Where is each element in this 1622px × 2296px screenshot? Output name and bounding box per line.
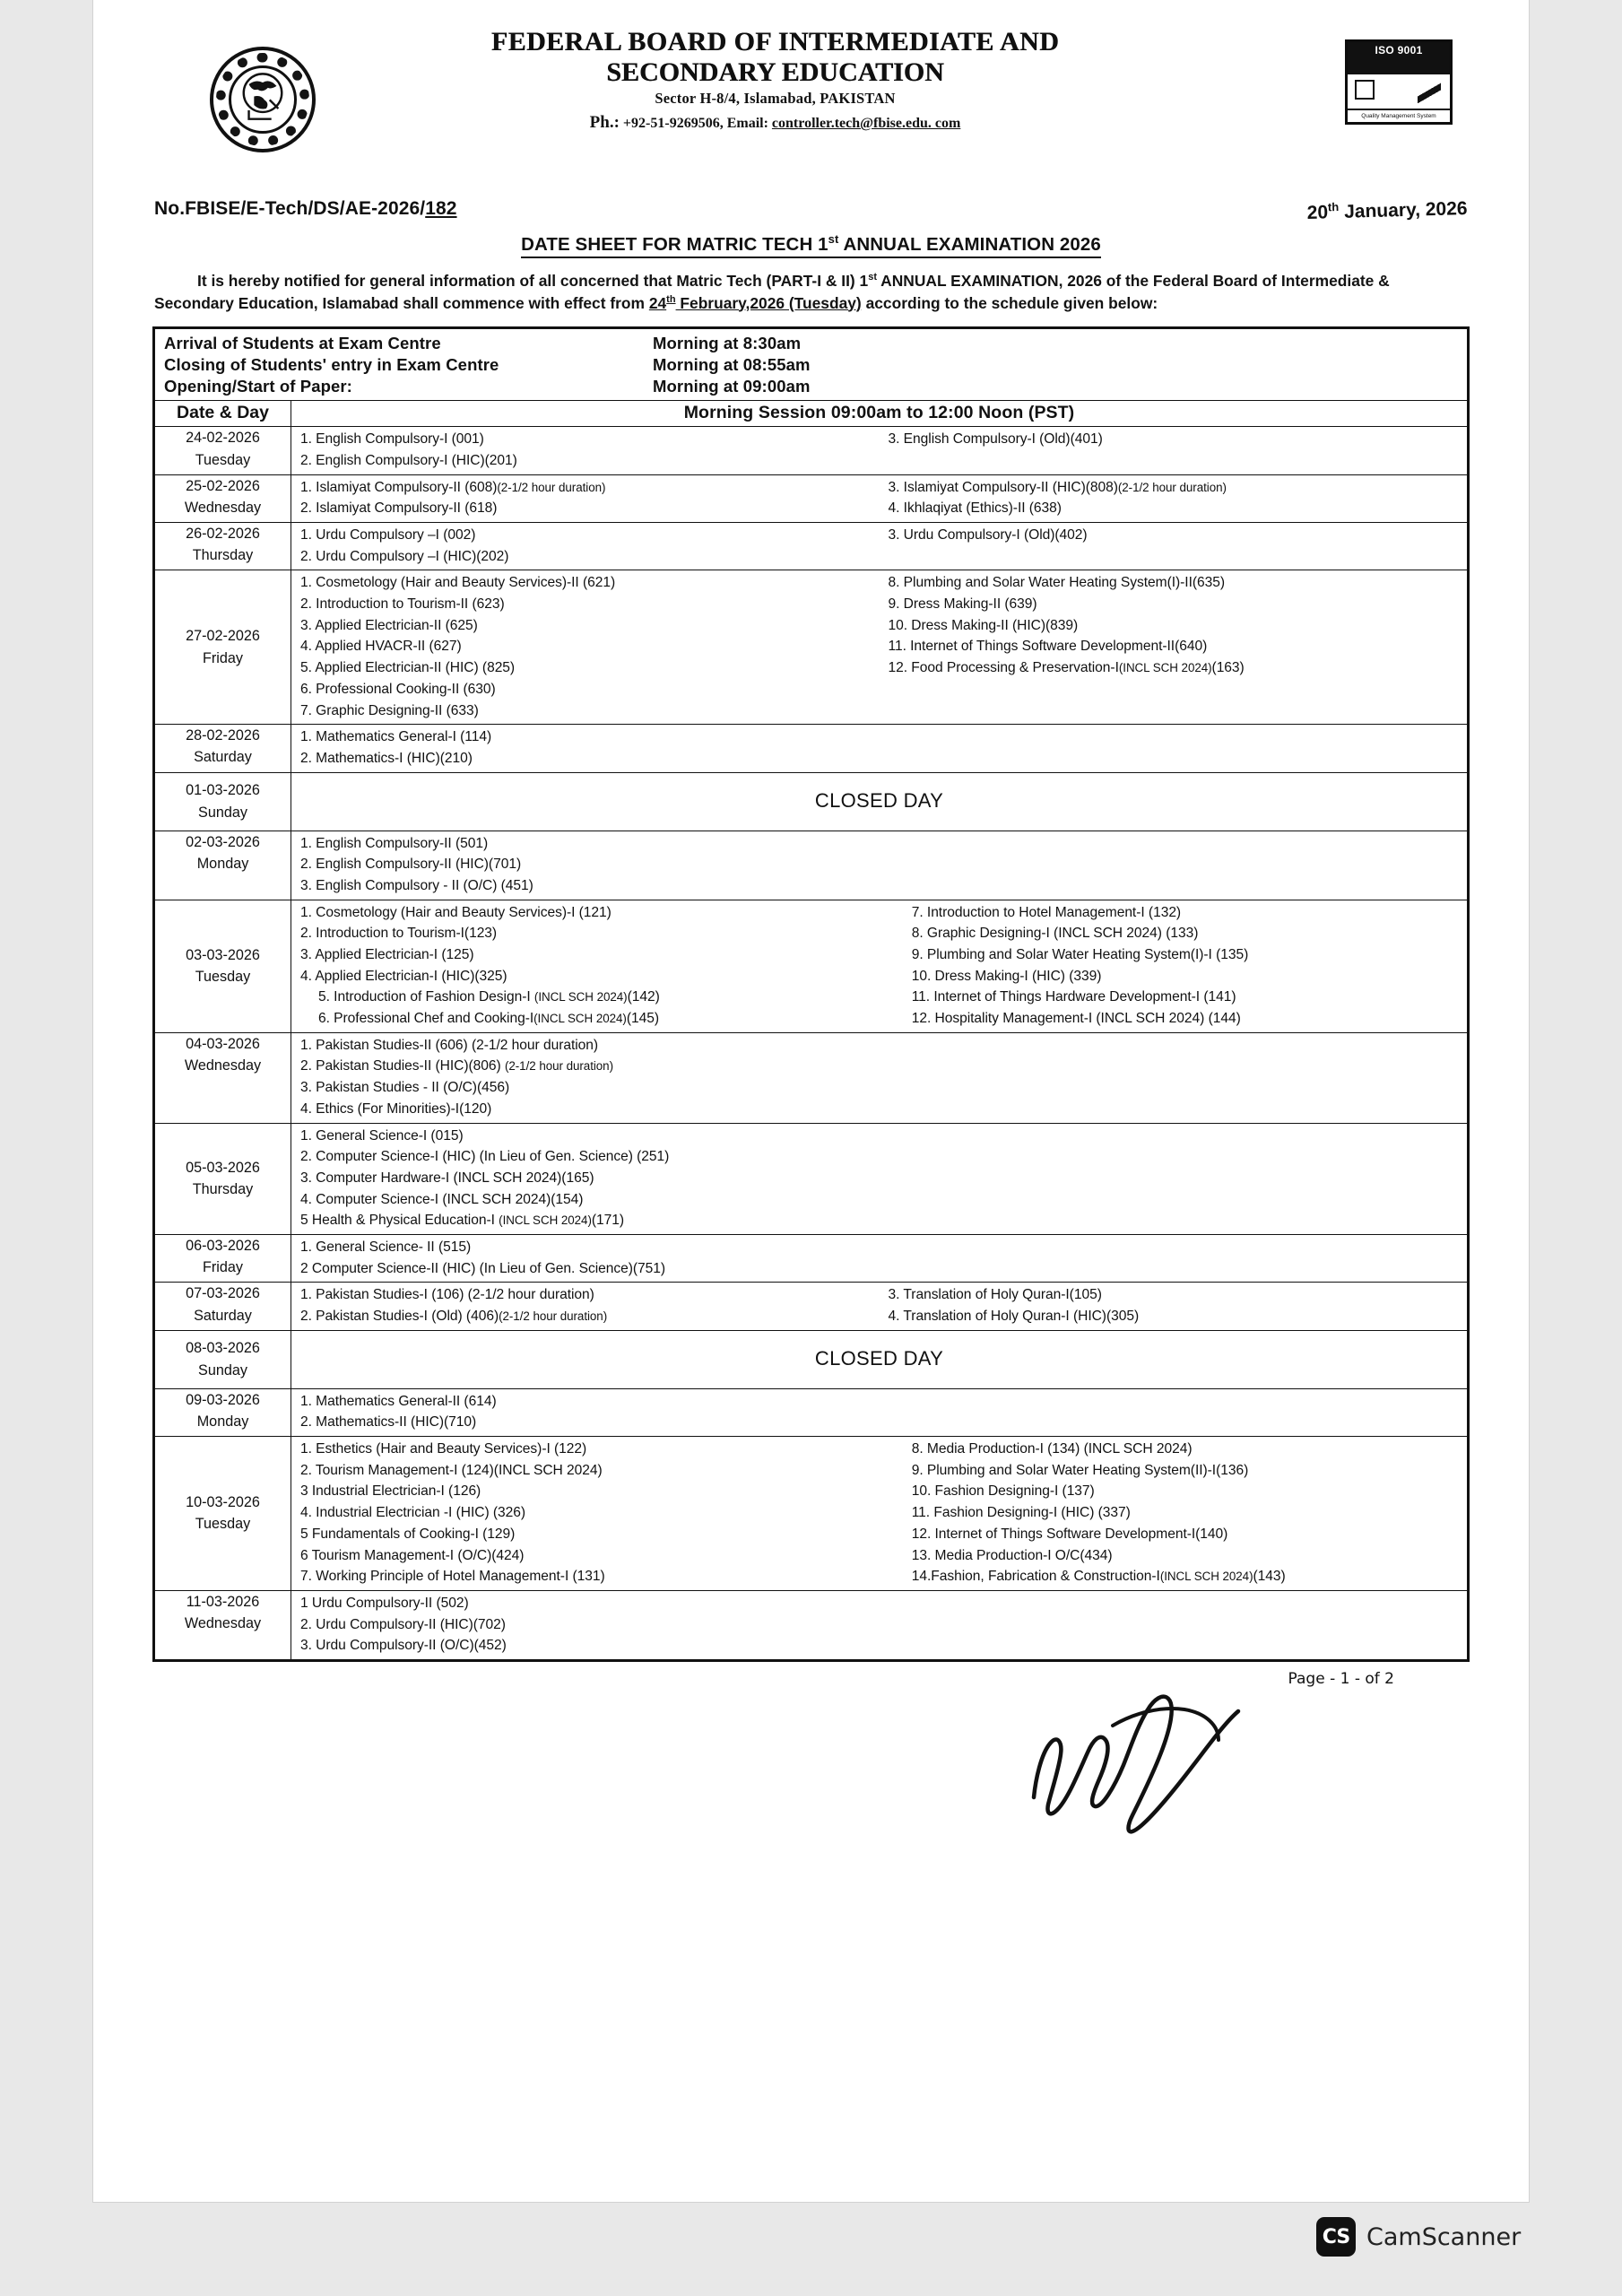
table-row xyxy=(155,1032,1468,1123)
cell-date-day xyxy=(155,831,291,900)
table-row xyxy=(155,900,1468,1032)
subject-entry: 3. Urdu Compulsory-II (O/C)(452) xyxy=(300,1638,507,1654)
exam-day: Sunday xyxy=(198,1361,247,1378)
timing-label: Arrival of Students at Exam Centre xyxy=(164,334,441,353)
camscanner-watermark xyxy=(1316,2217,1521,2257)
subject-entry: 1. General Science-I (015) xyxy=(300,1127,464,1144)
scanned-document-page xyxy=(93,0,1529,2202)
cell-date-day xyxy=(155,570,291,725)
subject-entry: 11. Internet of Things Hardware Development-I (141) xyxy=(911,989,1236,1005)
subject-grid xyxy=(291,725,1467,771)
intro-part3: according to the schedule given below: xyxy=(861,293,1158,312)
exam-date: 02-03-2026 xyxy=(186,833,260,850)
table-row-timings xyxy=(155,329,1468,401)
subject-column xyxy=(291,1284,880,1326)
subject-entry: 5. Introduction of Fashion Design-I (INCL SCH 2024)(142) xyxy=(318,989,660,1005)
exam-date: 09-03-2026 xyxy=(186,1391,260,1408)
exam-day: Saturday xyxy=(194,1307,252,1324)
subject-column xyxy=(291,1593,880,1657)
phone-label: Ph.: xyxy=(589,113,620,133)
table-row xyxy=(155,1123,1468,1234)
subject-entry: 8. Media Production-I (134) (INCL SCH 2024) xyxy=(911,1441,1193,1457)
subject-entry: 2. Introduction to Tourism-I(123) xyxy=(300,926,498,942)
subject-column xyxy=(291,429,880,471)
subject-entry: 10. Dress Making-II (HIC)(839) xyxy=(888,617,1079,633)
subject-entry: 2. Pakistan Studies-I (Old) (406)(2-1/2 hour duration) xyxy=(300,1309,608,1324)
cell-subjects xyxy=(291,427,1468,474)
cell-subjects xyxy=(291,831,1468,900)
org-address: Sector H-8/4, Islamabad, PAKISTAN xyxy=(655,90,896,108)
board-seal-icon xyxy=(210,47,316,152)
subject-entry: 4. Industrial Electrician -I (HIC) (326) xyxy=(300,1505,526,1521)
table-row xyxy=(155,1388,1468,1436)
subject-column xyxy=(291,525,880,567)
subject-column xyxy=(903,902,1467,1030)
subject-grid xyxy=(291,831,1467,900)
subject-column xyxy=(880,572,1468,721)
intro-commence-date: 24 xyxy=(648,293,667,312)
subject-entry: 5 Fundamentals of Cooking-I (129) xyxy=(300,1526,516,1542)
subject-column xyxy=(880,1126,1468,1231)
cell-subjects xyxy=(291,772,1468,831)
cell-subjects xyxy=(291,474,1468,522)
subject-column xyxy=(880,1237,1468,1279)
subject-grid xyxy=(291,1283,1467,1329)
checkmark-icon xyxy=(1418,76,1441,107)
subject-entry: 3. Computer Hardware-I (INCL SCH 2024)(165) xyxy=(300,1170,594,1186)
subject-grid xyxy=(291,523,1467,570)
subject-column xyxy=(291,477,880,519)
cell-subjects xyxy=(291,1437,1468,1591)
subject-entry: 1. Pakistan Studies-II (606) (2-1/2 hour duration) xyxy=(300,1037,599,1053)
exam-date: 03-03-2026 xyxy=(186,946,260,963)
table-row xyxy=(155,1330,1468,1388)
subject-column xyxy=(291,833,880,897)
cell-subjects xyxy=(291,1330,1468,1388)
subject-entry: 2. Urdu Compulsory-II (HIC)(702) xyxy=(300,1616,506,1632)
exam-date: 28-02-2026 xyxy=(186,727,260,744)
subject-entry: 4. Computer Science-I (INCL SCH 2024)(154) xyxy=(300,1191,584,1207)
subject-column xyxy=(291,572,880,721)
subject-column xyxy=(291,902,903,1030)
cell-subjects xyxy=(291,1234,1468,1282)
cell-date-day xyxy=(155,1283,291,1330)
subject-entry: 9. Plumbing and Solar Water Heating System(I)-I (135) xyxy=(911,947,1249,962)
subject-entry: 7. Introduction to Hotel Management-I (132) xyxy=(911,904,1182,920)
column-header-session: Morning Session 09:00am to 12:00 Noon (PST) xyxy=(683,403,1075,423)
table-row xyxy=(155,1437,1468,1591)
subject-entry: 12. Hospitality Management-I (INCL SCH 2024) (144) xyxy=(911,1011,1241,1027)
date-sheet-table-wrapper xyxy=(152,326,1470,1662)
cell-subjects xyxy=(291,900,1468,1032)
email-address: controller.tech@fbise.edu. com xyxy=(771,116,961,132)
date-day-number: 20 xyxy=(1306,202,1329,223)
timing-label: Closing of Students' entry in Exam Centre xyxy=(164,354,499,374)
subject-entry: 1. Esthetics (Hair and Beauty Services)-I (122) xyxy=(300,1441,587,1457)
subject-entry: 2. Pakistan Studies-II (HIC)(806) (2-1/2 hour duration) xyxy=(300,1058,613,1074)
subject-grid xyxy=(291,1235,1467,1282)
cell-subjects xyxy=(291,570,1468,725)
title-text-after: ANNUAL EXAMINATION 2026 xyxy=(838,234,1100,258)
closed-day-label: CLOSED DAY xyxy=(814,1346,944,1370)
subject-grid xyxy=(291,1124,1467,1234)
subject-column xyxy=(880,1284,1468,1326)
authorized-signature xyxy=(93,1688,1367,1845)
subject-entry: 1. English Compulsory-II (501) xyxy=(300,835,489,851)
table-row xyxy=(155,1590,1468,1659)
notification-paragraph xyxy=(154,270,1468,314)
subject-entry: 3. English Compulsory - II (O/C) (451) xyxy=(300,877,533,893)
exam-timings-block xyxy=(155,329,1467,400)
subject-column xyxy=(880,477,1468,519)
subject-column xyxy=(880,726,1468,769)
subject-entry: 3. English Compulsory-I (Old)(401) xyxy=(888,431,1103,448)
subject-column xyxy=(880,525,1468,567)
date-sheet-rows xyxy=(155,427,1468,1660)
cell-date-day xyxy=(155,1388,291,1436)
phone-number: +92-51-9269506, Email: xyxy=(622,116,768,132)
cell-date-day xyxy=(155,772,291,831)
date-month-year: January, 2026 xyxy=(1339,198,1468,222)
exam-day: Tuesday xyxy=(195,451,251,468)
subject-grid xyxy=(291,1591,1467,1659)
subject-entry: 3 Industrial Electrician-I (126) xyxy=(300,1483,481,1500)
subject-entry: 1. Mathematics General-II (614) xyxy=(300,1393,497,1409)
subject-entry: 14.Fashion, Fabrication & Construction-I(INCL SCH 2024)(143) xyxy=(911,1569,1286,1585)
table-row xyxy=(155,570,1468,725)
subject-entry: 1. Pakistan Studies-I (106) (2-1/2 hour duration) xyxy=(300,1287,594,1303)
org-contact xyxy=(210,113,1340,133)
intro-commence-date-rest: February,2026 (Tuesday) xyxy=(675,293,862,312)
timing-row xyxy=(155,376,1467,397)
exam-day: Saturday xyxy=(194,749,252,766)
exam-day: Thursday xyxy=(192,1181,254,1198)
subject-entry: 13. Media Production-I O/C(434) xyxy=(911,1547,1113,1563)
cell-subjects xyxy=(291,725,1468,772)
subject-entry: 11. Fashion Designing-I (HIC) (337) xyxy=(911,1505,1131,1521)
subject-grid xyxy=(291,570,1467,724)
cell-date-day xyxy=(155,725,291,772)
iso-certification-badge xyxy=(1345,39,1453,125)
subject-grid xyxy=(291,1033,1467,1123)
reference-prefix: No.FBISE/E-Tech/DS/AE-2026/ xyxy=(154,198,426,219)
exam-day: Monday xyxy=(196,1413,249,1430)
subject-column xyxy=(880,429,1468,471)
subject-column xyxy=(880,1391,1468,1433)
subject-entry: 9. Dress Making-II (639) xyxy=(888,596,1037,613)
intro-part1: It is hereby notified for general information of all concerned that Matric Tech (PART-I & II) 1 xyxy=(197,271,869,290)
table-row xyxy=(155,523,1468,570)
subject-column xyxy=(291,1391,880,1433)
subject-entry: 4. Applied Electrician-I (HIC)(325) xyxy=(300,968,507,984)
subject-entry: 1. General Science- II (515) xyxy=(300,1239,472,1255)
cell-date-day xyxy=(155,1032,291,1123)
subject-entry: 5. Applied Electrician-II (HIC) (825) xyxy=(300,660,516,676)
cell-subjects xyxy=(291,1388,1468,1436)
iso-badge-footer-text: Quality Management System xyxy=(1361,113,1436,119)
subject-grid xyxy=(291,1437,1467,1590)
reference-line xyxy=(154,196,1468,223)
intro-ordinal-1: st xyxy=(868,272,877,283)
cell-date-day xyxy=(155,474,291,522)
title-text-before: DATE SHEET FOR MATRIC TECH 1 xyxy=(521,234,828,258)
subject-entry: 7. Working Principle of Hotel Management-I (131) xyxy=(300,1569,605,1585)
table-row xyxy=(155,725,1468,772)
seal-ring-text xyxy=(210,47,316,152)
subject-entry: 1. Cosmetology (Hair and Beauty Services)-II (621) xyxy=(300,575,616,591)
subject-entry: 4. Ikhlaqiyat (Ethics)-II (638) xyxy=(888,500,1062,517)
exam-day: Thursday xyxy=(192,547,254,564)
subject-entry: 6 Tourism Management-I (O/C)(424) xyxy=(300,1547,525,1563)
subject-entry: 3. Islamiyat Compulsory-II (HIC)(808)(2-1/2 hour duration) xyxy=(888,479,1227,495)
exam-date: 05-03-2026 xyxy=(186,1159,260,1176)
signature-mark-icon xyxy=(1027,1690,1260,1838)
reference-number xyxy=(154,198,457,220)
subject-entry: 2. English Compulsory-II (HIC)(701) xyxy=(300,857,522,873)
timing-row xyxy=(155,354,1467,376)
cell-subjects xyxy=(291,1283,1468,1330)
cell-subjects xyxy=(291,1590,1468,1659)
letterhead xyxy=(147,27,1475,184)
cell-date-day xyxy=(155,1123,291,1234)
subject-grid xyxy=(291,900,1467,1032)
closed-day-label: CLOSED DAY xyxy=(814,788,944,812)
subject-entry: 2. Tourism Management-I (124)(INCL SCH 2024) xyxy=(300,1462,603,1478)
date-ordinal-suffix: th xyxy=(1327,200,1340,214)
table-row xyxy=(155,772,1468,831)
subject-entry: 1 Urdu Compulsory-II (502) xyxy=(300,1595,469,1611)
subject-entry: 2 Computer Science-II (HIC) (In Lieu of Gen. Science)(751) xyxy=(300,1260,666,1276)
exam-day: Sunday xyxy=(198,804,247,821)
exam-date: 08-03-2026 xyxy=(186,1340,260,1357)
subject-column xyxy=(880,833,1468,897)
subject-entry: 3. Translation of Holy Quran-I(105) xyxy=(888,1287,1102,1303)
table-row xyxy=(155,831,1468,900)
subject-entry: 5 Health & Physical Education-I (INCL SCH 2024)(171) xyxy=(300,1213,625,1229)
intro-part2: ANNUAL EXAMINATION, 2026 of the Federal Board of Intermediate & Secondary Education, Islamabad shall commence with effect from xyxy=(154,271,1390,312)
subject-entry: 7. Graphic Designing-II (633) xyxy=(300,702,479,718)
camscanner-label: CamScanner xyxy=(1366,2222,1522,2251)
timing-value: Morning at 8:30am xyxy=(653,334,802,353)
subject-entry: 1. Islamiyat Compulsory-II (608)(2-1/2 hour duration) xyxy=(300,479,606,495)
exam-date: 01-03-2026 xyxy=(186,782,260,799)
cell-date-day xyxy=(155,1234,291,1282)
subject-column xyxy=(291,1237,880,1279)
subject-grid xyxy=(291,1389,1467,1436)
subject-grid xyxy=(291,427,1467,474)
subject-entry: 2. Computer Science-I (HIC) (In Lieu of Gen. Science) (251) xyxy=(300,1149,670,1165)
subject-column xyxy=(291,1126,880,1231)
page-title xyxy=(93,232,1529,256)
camscanner-logo-icon: CS xyxy=(1316,2217,1356,2257)
subject-entry: 4. Translation of Holy Quran-I (HIC)(305) xyxy=(888,1309,1140,1324)
column-header-date-day: Date & Day xyxy=(177,403,269,423)
exam-date: 24-02-2026 xyxy=(186,430,260,447)
table-row xyxy=(155,1283,1468,1330)
subject-column xyxy=(291,1035,880,1120)
subject-entry: 1. Mathematics General-I (114) xyxy=(300,729,492,745)
subject-column xyxy=(291,1439,903,1587)
subject-entry: 10. Fashion Designing-I (137) xyxy=(911,1483,1095,1500)
cell-date-day xyxy=(155,900,291,1032)
iso-badge-top-text: ISO 9001 xyxy=(1348,42,1450,74)
org-name-line1: FEDERAL BOARD OF INTERMEDIATE AND xyxy=(490,27,1060,57)
exam-day: Wednesday xyxy=(184,1057,262,1074)
subject-entry: 6. Professional Cooking-II (630) xyxy=(300,681,496,697)
exam-date: 07-03-2026 xyxy=(186,1285,260,1302)
subject-entry: 3. Applied Electrician-I (125) xyxy=(300,947,474,962)
cell-date-day xyxy=(155,523,291,570)
cell-date-day xyxy=(155,1330,291,1388)
exam-date: 04-03-2026 xyxy=(186,1035,260,1052)
subject-entry: 2. English Compulsory-I (HIC)(201) xyxy=(300,452,517,468)
subject-entry: 11. Internet of Things Software Development-II(640) xyxy=(888,639,1208,655)
subject-entry: 3. Pakistan Studies - II (O/C)(456) xyxy=(300,1080,510,1096)
timing-row xyxy=(155,333,1467,354)
subject-entry: 4. Ethics (For Minorities)-I(120) xyxy=(300,1100,492,1117)
subject-entry: 10. Dress Making-I (HIC) (339) xyxy=(911,968,1102,984)
exam-day: Friday xyxy=(203,649,243,666)
timing-value: Morning at 09:00am xyxy=(653,376,811,396)
exam-date: 11-03-2026 xyxy=(186,1593,260,1610)
subject-entry: 1. Urdu Compulsory –I (002) xyxy=(300,527,476,543)
table-header-row xyxy=(155,401,1468,427)
table-row xyxy=(155,474,1468,522)
cell-subjects xyxy=(291,1123,1468,1234)
subject-entry: 2. Urdu Compulsory –I (HIC)(202) xyxy=(300,548,509,564)
intro-ordinal-2: th xyxy=(666,293,676,305)
reference-serial: 182 xyxy=(425,198,457,219)
exam-date: 26-02-2026 xyxy=(186,526,260,542)
exam-date: 10-03-2026 xyxy=(186,1494,260,1511)
exam-day: Monday xyxy=(196,855,249,872)
exam-day: Wednesday xyxy=(184,1615,262,1632)
table-row xyxy=(155,427,1468,474)
subject-entry: 1. English Compulsory-I (001) xyxy=(300,431,484,448)
subject-entry: 1. Cosmetology (Hair and Beauty Services)-I (121) xyxy=(300,904,612,920)
page-number-footer: Page - 1 - of 2 xyxy=(1288,1669,1394,1688)
cell-date-day xyxy=(155,427,291,474)
subject-grid xyxy=(291,475,1467,522)
subject-entry: 6. Professional Chef and Cooking-I(INCL SCH 2024)(145) xyxy=(318,1011,659,1027)
timing-label: Opening/Start of Paper: xyxy=(164,376,352,396)
org-name-line2: SECONDARY EDUCATION xyxy=(606,57,944,87)
exam-day: Friday xyxy=(203,1259,243,1276)
subject-entry: 2. Mathematics-II (HIC)(710) xyxy=(300,1414,477,1431)
subject-column xyxy=(291,726,880,769)
table-row xyxy=(155,1234,1468,1282)
subject-entry: 8. Graphic Designing-I (INCL SCH 2024) (133) xyxy=(911,926,1199,942)
subject-entry: 4. Applied HVACR-II (627) xyxy=(300,639,462,655)
exam-day: Tuesday xyxy=(195,1516,251,1533)
subject-column xyxy=(880,1035,1468,1120)
cell-date-day xyxy=(155,1437,291,1591)
timing-value: Morning at 08:55am xyxy=(653,354,811,374)
document-date xyxy=(1306,196,1468,224)
date-sheet-table xyxy=(154,328,1468,1660)
exam-date: 06-03-2026 xyxy=(186,1237,260,1254)
subject-entry: 9. Plumbing and Solar Water Heating System(II)-I(136) xyxy=(911,1462,1249,1478)
exam-day: Wednesday xyxy=(184,499,262,516)
subject-entry: 3. Applied Electrician-II (625) xyxy=(300,617,478,633)
subject-entry: 8. Plumbing and Solar Water Heating System(I)-II(635) xyxy=(888,575,1226,591)
subject-entry: 2. Mathematics-I (HIC)(210) xyxy=(300,750,473,766)
exam-date: 27-02-2026 xyxy=(186,628,260,645)
cell-date-day xyxy=(155,1590,291,1659)
title-ordinal-suffix: st xyxy=(828,232,839,246)
subject-entry: 3. Urdu Compulsory-I (Old)(402) xyxy=(888,527,1088,543)
cell-subjects xyxy=(291,1032,1468,1123)
exam-day: Tuesday xyxy=(195,969,251,986)
subject-column xyxy=(880,1593,1468,1657)
subject-entry: 2. Islamiyat Compulsory-II (618) xyxy=(300,500,498,517)
subject-entry: 2. Introduction to Tourism-II (623) xyxy=(300,596,505,613)
cell-subjects xyxy=(291,523,1468,570)
subject-entry: 12. Internet of Things Software Development-I(140) xyxy=(911,1526,1228,1542)
exam-date: 25-02-2026 xyxy=(186,477,260,494)
subject-entry: 12. Food Processing & Preservation-I(INCL SCH 2024)(163) xyxy=(888,660,1245,676)
subject-column xyxy=(903,1439,1467,1587)
